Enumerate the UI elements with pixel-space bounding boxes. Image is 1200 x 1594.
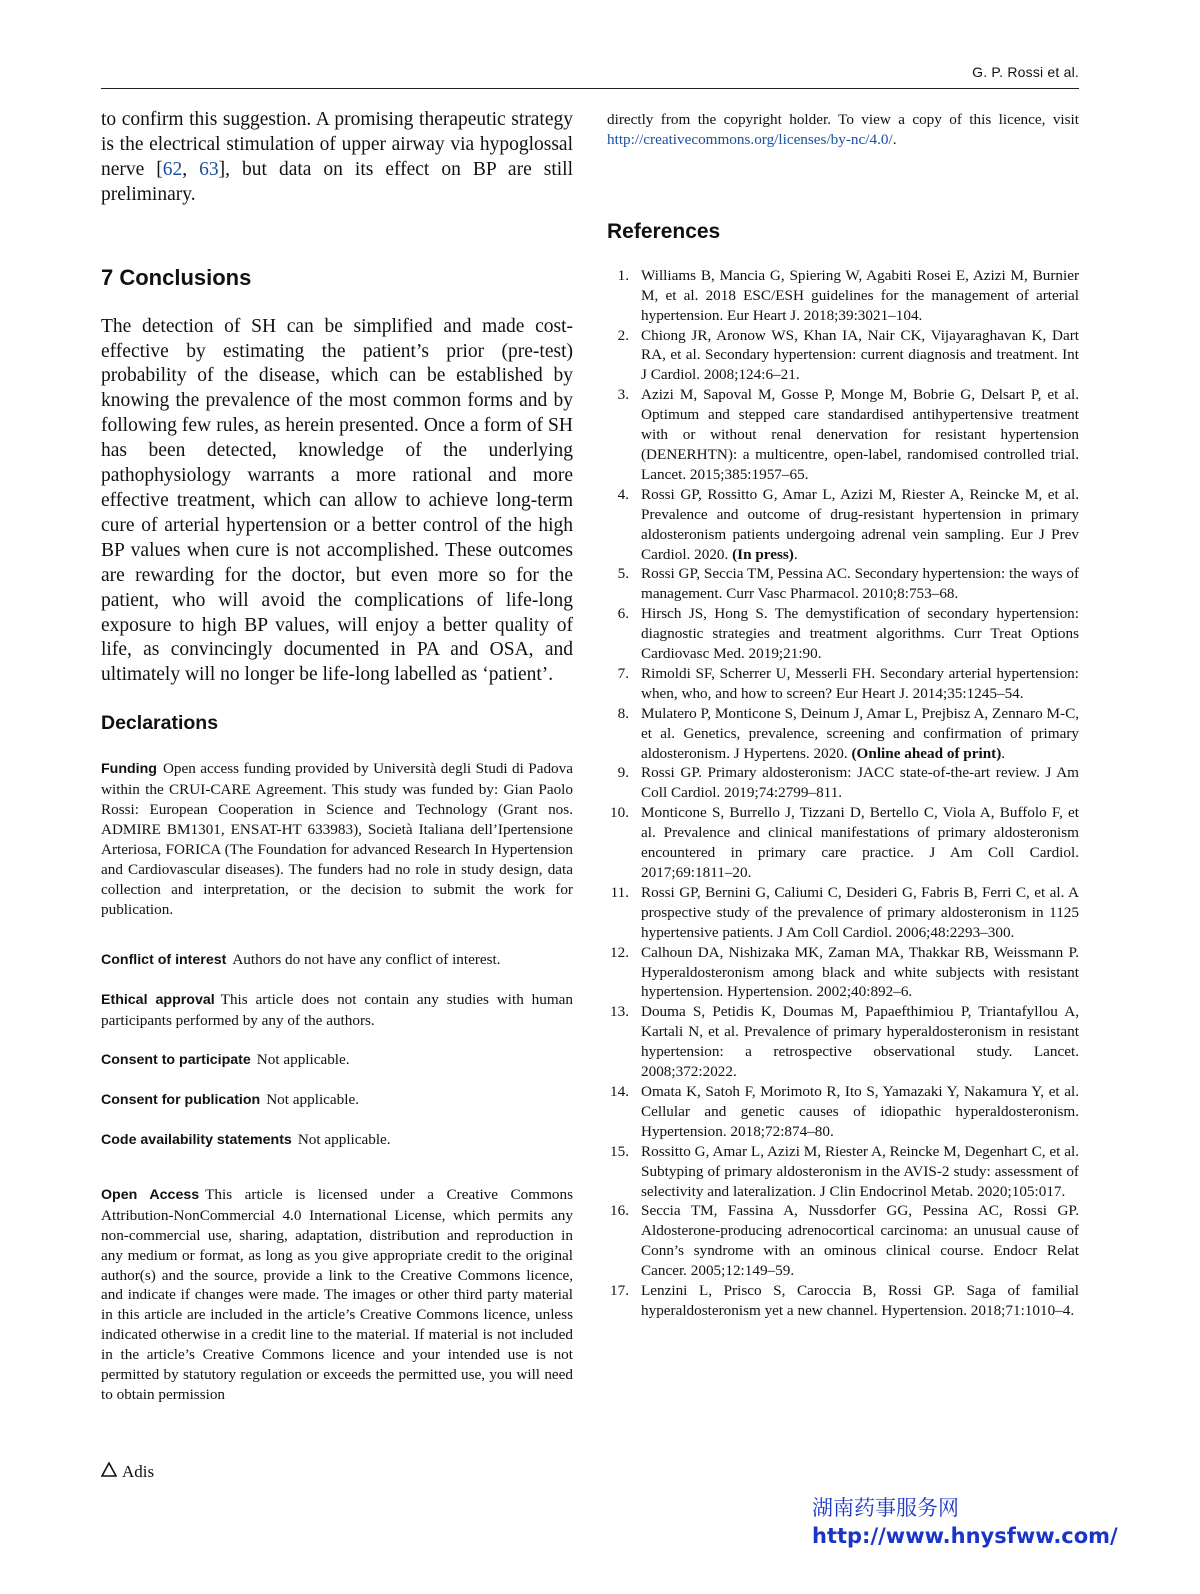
reference-number: 13.: [610, 1003, 629, 1021]
funding-label: Funding: [101, 761, 157, 778]
reference-number: 3.: [617, 386, 629, 404]
reference-item: [607, 266, 1079, 326]
reference-number: 5.: [617, 565, 629, 583]
reference-text: Lenzini L, Prisco S, Caroccia B, Rossi GP. Saga of familial hyperaldosteronism yet a new channel. Hypertension. 2018;71:1010–4.: [641, 1282, 1079, 1319]
reference-item: [607, 326, 1079, 386]
reference-item: [607, 763, 1079, 803]
reference-text: Rossi GP, Bernini G, Caliumi C, Desideri G, Fabris B, Ferri C, et al. A prospective study of the prevalence of primary aldosteronism in 1125 hypertensive patients. J Am Coll Cardiol. 2006;48:2293–300.: [641, 883, 1079, 941]
reference-number: 1.: [617, 266, 629, 284]
ethical-approval-statement: [101, 990, 573, 1031]
code-availability-label: Code availability statements: [101, 1132, 292, 1148]
funding-text: Open access funding provided by Università degli Studi di Padova within the CRUI-CARE Agreement. This study was funded by: Gian Paolo Rossi: European Cooperation in Science and Technology (Grant nos. ADMIRE BM1301, ENSAT-HT 633983), Società Italiana dell’Ipertensione Arteriosa, FORICA (The Foundation for advanced Research In Hypertension and Cardiovascular diseases). The funders had no role in study design, data collection and interpretation, or the decision to submit the work for publication.: [101, 760, 573, 918]
reference-status: (Online ahead of print): [851, 744, 1002, 762]
reference-text: Rossitto G, Amar L, Azizi M, Riester A, Reincke M, Degenhart C, et al. Subtyping of primary aldosteronism in the AVIS-2 study: assessment of selectivity and lateralization. J Clin Endocrinol Metab. 2020;105:017.: [641, 1142, 1079, 1200]
reference-text: Rossi GP. Primary aldosteronism: JACC state-of-the-art review. J Am Coll Cardiol. 2019;74:2799–811.: [641, 764, 1079, 802]
conflict-of-interest-text: Authors do not have any conflict of interest.: [232, 951, 501, 969]
reference-item: [607, 664, 1079, 704]
conflict-of-interest-label: Conflict of interest: [101, 952, 227, 969]
right-column: [607, 108, 1079, 1321]
reference-item: [607, 883, 1079, 943]
publisher-logo: [101, 1462, 154, 1482]
reference-item: [607, 485, 1079, 565]
open-access-continued: [607, 110, 1079, 150]
reference-status: (In press): [732, 545, 794, 563]
reference-number: 9.: [617, 764, 629, 782]
reference-text: Azizi M, Sapoval M, Gosse P, Monge M, Bobrie G, Delsart P, et al. Optimum and stepped care standardised antihypertensive treatment with or without renal denervation for resistant hypertension (DENERHTN): a multicentre, open-label, randomised controlled trial. Lancet. 2015;385:1957–65.: [641, 386, 1079, 483]
reference-number: 17.: [610, 1282, 629, 1300]
open-access-statement: [101, 1185, 573, 1405]
reference-number: 2.: [617, 326, 629, 344]
reference-number: 10.: [610, 804, 629, 822]
license-link-period: .: [892, 130, 897, 148]
declarations-heading: Declarations: [101, 712, 219, 735]
publisher-name: Adis: [122, 1462, 155, 1481]
consent-publication-text: Not applicable.: [266, 1091, 359, 1109]
open-access-label: Open Access: [101, 1186, 200, 1203]
funding-statement: [101, 759, 573, 919]
reference-item: [607, 943, 1079, 1003]
reference-number: 4.: [617, 485, 629, 503]
conflict-of-interest-statement: [101, 950, 573, 971]
intro-text-after: ], but data on its effect on BP are still preliminary.: [101, 158, 573, 205]
reference-number: 7.: [617, 664, 629, 682]
header-rule: [101, 88, 1079, 89]
reference-number: 14.: [610, 1082, 629, 1100]
reference-number: 15.: [610, 1142, 629, 1160]
consent-participate-label: Consent to participate: [101, 1052, 251, 1069]
watermark-url: http://www.hnysfww.com/: [812, 1524, 1118, 1548]
reference-number: 12.: [610, 943, 629, 961]
reference-number: 16.: [610, 1202, 629, 1220]
ethical-approval-text: This article does not contain any studies with human participants performed by any of the authors.: [101, 991, 573, 1030]
reference-item: [607, 1281, 1079, 1321]
reference-item: [607, 564, 1079, 604]
citation-63[interactable]: 63: [199, 158, 219, 180]
triangle-logo-icon: [101, 1462, 117, 1482]
conclusions-heading: 7 Conclusions: [101, 264, 252, 290]
conclusions-paragraph: The detection of SH can be simplified and made cost-effective by estimating the patient’s prior (pre-test) probability of the disease, which can be established by knowing the prevalence of the most common forms and by following few rules, as herein presented. Once a form of SH has been detected, knowledge of the underlying pathophysiology warrants a more rational and more effective treatment, which can allow to achieve long-term cure of arterial hypertension or a better control of the high BP values when cure is not accomplished. These outcomes are rewarding for the doctor, but even more so for the patient, who will avoid the complications of life-long exposure to high BP values, will enjoy a better quality of life, as convincingly documented in PA and OSA, and ultimately will no longer be life-long labelled as ‘patient’.: [101, 315, 573, 686]
consent-publication-statement: [101, 1090, 573, 1111]
reference-number: 11.: [610, 883, 629, 901]
reference-text: Rimoldi SF, Scherrer U, Messerli FH. Secondary arterial hypertension: when, who, and how to screen? Eur Heart J. 2014;35:1245–54.: [641, 664, 1079, 702]
intro-text-before: to confirm this suggestion. A promising therapeutic strategy is the electrical stimulation of upper airway via hypoglossal nerve [: [101, 109, 573, 180]
reference-text: Rossi GP, Rossitto G, Amar L, Azizi M, Riester A, Reincke M, et al. Prevalence and outcome of drug-resistant hypertension in primary aldosteronism patients undergoing adrenal vein sampling. Eur J Prev Cardiol. 2020.: [641, 485, 1079, 563]
citation-separator: ,: [182, 158, 200, 180]
reference-item: [607, 803, 1079, 883]
site-watermark: [812, 1494, 1118, 1550]
reference-item: [607, 604, 1079, 664]
reference-text: Williams B, Mancia G, Spiering W, Agabiti Rosei E, Azizi M, Burnier M, et al. 2018 ESC/ESH guidelines for the management of arterial hypertension. Eur Heart J. 2018;39:3021–104.: [641, 266, 1079, 324]
reference-item: [607, 1082, 1079, 1142]
reference-item: [607, 385, 1079, 485]
reference-list: [607, 266, 1079, 1321]
reference-text: Seccia TM, Fassina A, Nussdorfer GG, Pessina AC, Rossi GP. Aldosterone-producing adrenocortical carcinoma: an unusual cause of Conn’s syndrome with an ominous clinical course. Endocr Relat Cancer. 2005;12:149–59.: [641, 1202, 1079, 1280]
open-access-text: This article is licensed under a Creative Commons Attribution-NonCommercial 4.0 International License, which permits any non-commercial use, sharing, adaptation, distribution and reproduction in any medium or format, as long as you give appropriate credit to the original author(s) and the source, provide a link to the Creative Commons licence, and indicate if changes were made. The images or other third party material in this article are included in the article’s Creative Commons licence, unless indicated otherwise in a credit line to the material. If material is not included in the article’s Creative Commons licence and your intended use is not permitted by statutory regulation or exceeds the permitted use, you will need to obtain permission: [101, 1185, 573, 1403]
reference-number: 6.: [617, 605, 629, 623]
reference-item: [607, 1201, 1079, 1281]
license-link[interactable]: http://creativecommons.org/licenses/by-nc/4.0/: [607, 130, 893, 148]
reference-tail: .: [1001, 744, 1006, 762]
reference-text: Monticone S, Burrello J, Tizzani D, Bertello C, Viola A, Buffolo F, et al. Prevalence and clinical manifestations of primary aldosteronism encountered in primary care practice. J Am Coll Cardiol. 2017;69:1811–20.: [641, 804, 1079, 881]
ethical-approval-label: Ethical approval: [101, 992, 215, 1009]
code-availability-statement: [101, 1130, 573, 1151]
consent-participate-statement: [101, 1050, 573, 1071]
intro-paragraph: [101, 108, 573, 208]
reference-text: Omata K, Satoh F, Morimoto R, Ito S, Yamazaki Y, Nakamura Y, et al. Cellular and genetic causes of idiopathic hyperaldosteronism. Hypertension. 2018;72:874–80.: [641, 1082, 1079, 1140]
consent-publication-label: Consent for publication: [101, 1092, 261, 1109]
reference-text: Hirsch JS, Hong S. The demystification of secondary hypertension: diagnostic strategies and treatment algorithms. Curr Treat Options Cardiovasc Med. 2019;21:90.: [641, 605, 1079, 663]
reference-text: Mulatero P, Monticone S, Deinum J, Amar L, Prejbisz A, Zennaro M-C, et al. Genetics, prevalence, screening and confirmation of primary aldosteronism. J Hypertens. 2020.: [641, 704, 1079, 762]
citation-62[interactable]: 62: [162, 158, 183, 180]
running-head: G. P. Rossi et al.: [972, 64, 1079, 80]
reference-text: Chiong JR, Aronow WS, Khan IA, Nair CK, Vijayaraghavan K, Dart RA, et al. Secondary hypertension: current diagnosis and treatment. Int J Cardiol. 2008;124:6–21.: [641, 326, 1079, 384]
references-heading: References: [607, 219, 721, 243]
reference-item: [607, 1002, 1079, 1082]
consent-participate-text: Not applicable.: [256, 1051, 350, 1069]
reference-number: 8.: [617, 704, 629, 722]
open-access-continued-text: directly from the copyright holder. To view a copy of this licence, visit: [607, 111, 1079, 128]
reference-item: [607, 704, 1079, 764]
reference-text: Douma S, Petidis K, Doumas M, Papaefthimiou P, Triantafyllou A, Kartali N, et al. Prevalence of primary hyperaldosteronism in resistant hypertension: a retrospective observational study. Lancet. 2008;372:2022.: [641, 1003, 1079, 1081]
watermark-chinese-text: 湖南药事服务网: [812, 1496, 959, 1520]
reference-text: Rossi GP, Seccia TM, Pessina AC. Secondary hypertension: the ways of management. Curr Vasc Pharmacol. 2010;8:753–68.: [641, 565, 1080, 603]
reference-text: Calhoun DA, Nishizaka MK, Zaman MA, Thakkar RB, Weissmann P. Hyperaldosteronism among black and white subjects with resistant hypertension. Hypertension. 2002;40:892–6.: [641, 943, 1079, 1001]
reference-item: [607, 1142, 1079, 1202]
left-column: [101, 108, 573, 1405]
reference-tail: .: [793, 545, 798, 563]
code-availability-text: Not applicable.: [297, 1131, 391, 1148]
